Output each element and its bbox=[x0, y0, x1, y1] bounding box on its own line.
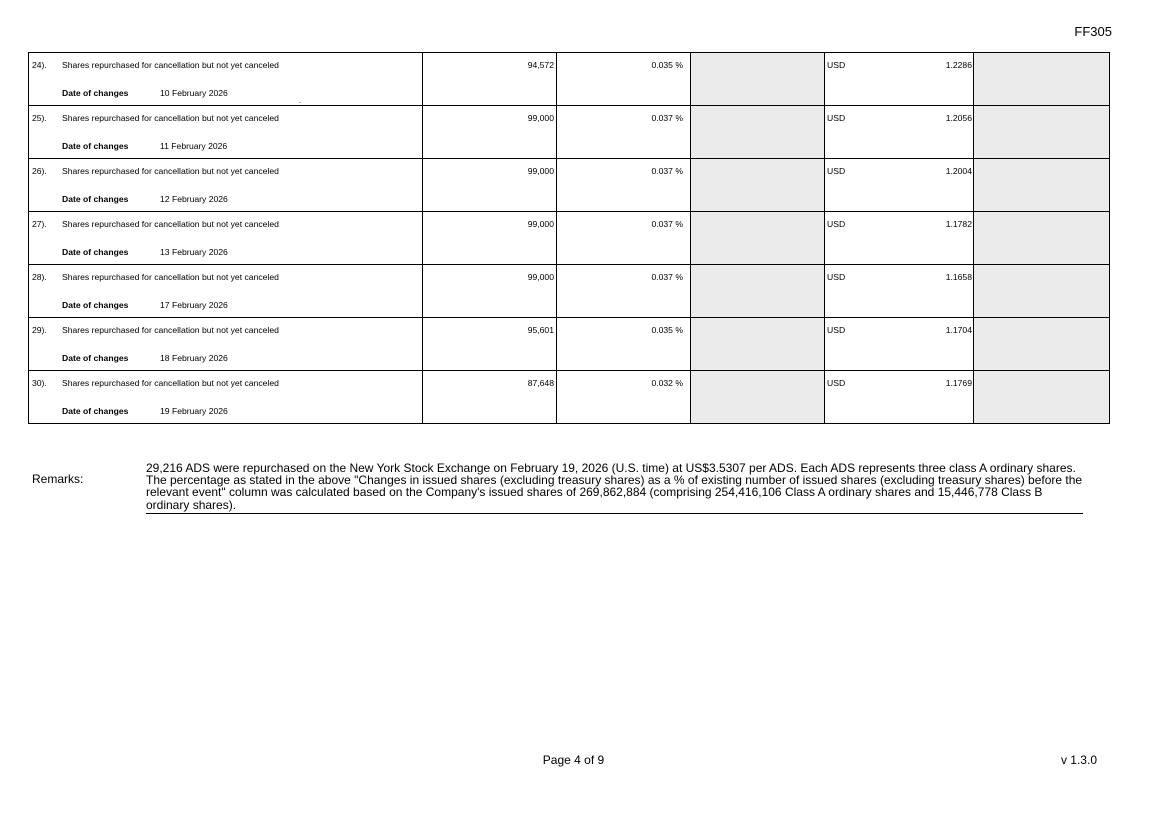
remarks-line-2: The percentage as stated in the above "Changes in issued shares (excluding treasury shares) as a % of existing number of issued shares (excluding treasury shares) before the relevant event" column was calculated based on the Company's issued shares of 269,862,884 (comprising 254,416,106 Class A ordinary shares and 15,446,778 Class B ordinary shares). bbox=[146, 473, 1083, 512]
empty-grey-cell bbox=[691, 212, 825, 265]
table-row bbox=[29, 53, 1110, 106]
empty-grey-cell bbox=[974, 371, 1110, 424]
table-row bbox=[29, 212, 1110, 265]
price-cell bbox=[825, 212, 974, 265]
price-value: 1.1704 bbox=[945, 325, 972, 335]
table-row bbox=[29, 371, 1110, 424]
description-cell bbox=[29, 265, 423, 318]
form-code: FF305 bbox=[1074, 24, 1112, 39]
row-index: 24). bbox=[32, 60, 47, 70]
percent-cell: 0.032 % bbox=[557, 371, 691, 424]
shares-cell: 99,000 bbox=[423, 265, 557, 318]
row-index: 27). bbox=[32, 219, 47, 229]
date-value: 19 February 2026 bbox=[160, 406, 228, 416]
row-description: Shares repurchased for cancellation but not yet canceled bbox=[62, 166, 279, 176]
currency: USD bbox=[827, 60, 846, 70]
shares-cell: 95,601 bbox=[423, 318, 557, 371]
date-value: 13 February 2026 bbox=[160, 247, 228, 257]
row-description: Shares repurchased for cancellation but not yet canceled bbox=[62, 378, 279, 388]
price-cell bbox=[825, 53, 974, 106]
row-index: 30). bbox=[32, 378, 47, 388]
percent-cell: 0.037 % bbox=[557, 265, 691, 318]
description-cell bbox=[29, 371, 423, 424]
price-value: 1.2286 bbox=[945, 60, 972, 70]
shares-cell: 99,000 bbox=[423, 106, 557, 159]
empty-grey-cell bbox=[691, 53, 825, 106]
share-changes-table bbox=[28, 52, 1110, 424]
empty-grey-cell bbox=[974, 159, 1110, 212]
date-value: 11 February 2026 bbox=[160, 141, 228, 151]
currency: USD bbox=[827, 325, 846, 335]
empty-grey-cell bbox=[974, 265, 1110, 318]
empty-grey-cell bbox=[691, 318, 825, 371]
date-value: 12 February 2026 bbox=[160, 194, 228, 204]
remarks-line-1: 29,216 ADS were repurchased on the New York Stock Exchange on February 19, 2026 (U.S. time) at US$3.5307 per ADS. Each ADS represents three class A ordinary shares. bbox=[146, 461, 1076, 475]
price-cell bbox=[825, 159, 974, 212]
percent-cell: 0.035 % bbox=[557, 318, 691, 371]
price-value: 1.2004 bbox=[945, 166, 972, 176]
row-index: 26). bbox=[32, 166, 47, 176]
empty-grey-cell bbox=[691, 265, 825, 318]
row-description: Shares repurchased for cancellation but not yet canceled bbox=[62, 325, 279, 335]
price-value: 1.2056 bbox=[945, 113, 972, 123]
remarks-text bbox=[146, 462, 1083, 514]
shares-cell: 99,000 bbox=[423, 159, 557, 212]
table-row bbox=[29, 159, 1110, 212]
date-label: Date of changes bbox=[62, 300, 129, 310]
date-label: Date of changes bbox=[62, 88, 129, 98]
shares-cell: 87,648 bbox=[423, 371, 557, 424]
shares-cell: 99,000 bbox=[423, 212, 557, 265]
row-description: Shares repurchased for cancellation but not yet canceled bbox=[62, 219, 279, 229]
price-value: 1.1658 bbox=[945, 272, 972, 282]
currency: USD bbox=[827, 166, 846, 176]
row-index: 29). bbox=[32, 325, 47, 335]
currency: USD bbox=[827, 113, 846, 123]
date-value: 17 February 2026 bbox=[160, 300, 228, 310]
row-description: Shares repurchased for cancellation but not yet canceled bbox=[62, 113, 279, 123]
remarks-label: Remarks: bbox=[32, 472, 84, 486]
description-cell bbox=[29, 212, 423, 265]
table-row bbox=[29, 265, 1110, 318]
row-description: Shares repurchased for cancellation but not yet canceled bbox=[62, 60, 279, 70]
table-row bbox=[29, 106, 1110, 159]
empty-grey-cell bbox=[974, 53, 1110, 106]
date-value: 18 February 2026 bbox=[160, 353, 228, 363]
currency: USD bbox=[827, 219, 846, 229]
version-label: v 1.3.0 bbox=[1060, 753, 1097, 767]
description-cell bbox=[29, 106, 423, 159]
price-value: 1.1782 bbox=[945, 219, 972, 229]
row-index: 25). bbox=[32, 113, 47, 123]
description-cell bbox=[29, 159, 423, 212]
description-cell bbox=[29, 53, 423, 106]
empty-grey-cell bbox=[974, 106, 1110, 159]
empty-grey-cell bbox=[974, 318, 1110, 371]
price-cell bbox=[825, 265, 974, 318]
price-value: 1.1769 bbox=[945, 378, 972, 388]
percent-cell: 0.037 % bbox=[557, 159, 691, 212]
percent-cell: 0.037 % bbox=[557, 212, 691, 265]
row-index: 28). bbox=[32, 272, 47, 282]
percent-cell: 0.035 % bbox=[557, 53, 691, 106]
table-row bbox=[29, 318, 1110, 371]
price-cell bbox=[825, 318, 974, 371]
date-value: 10 February 2026 bbox=[160, 88, 228, 98]
percent-cell: 0.037 % bbox=[557, 106, 691, 159]
date-label: Date of changes bbox=[62, 247, 129, 257]
price-cell bbox=[825, 106, 974, 159]
empty-grey-cell bbox=[691, 106, 825, 159]
empty-grey-cell bbox=[691, 371, 825, 424]
empty-grey-cell bbox=[974, 212, 1110, 265]
date-label: Date of changes bbox=[62, 141, 129, 151]
description-cell bbox=[29, 318, 423, 371]
currency: USD bbox=[827, 272, 846, 282]
row-description: Shares repurchased for cancellation but not yet canceled bbox=[62, 272, 279, 282]
stray-dot: . bbox=[299, 96, 302, 105]
shares-cell: 94,572 bbox=[423, 53, 557, 106]
price-cell bbox=[825, 371, 974, 424]
empty-grey-cell bbox=[691, 159, 825, 212]
date-label: Date of changes bbox=[62, 353, 129, 363]
date-label: Date of changes bbox=[62, 406, 129, 416]
page-number: Page 4 of 9 bbox=[542, 753, 605, 767]
date-label: Date of changes bbox=[62, 194, 129, 204]
currency: USD bbox=[827, 378, 846, 388]
